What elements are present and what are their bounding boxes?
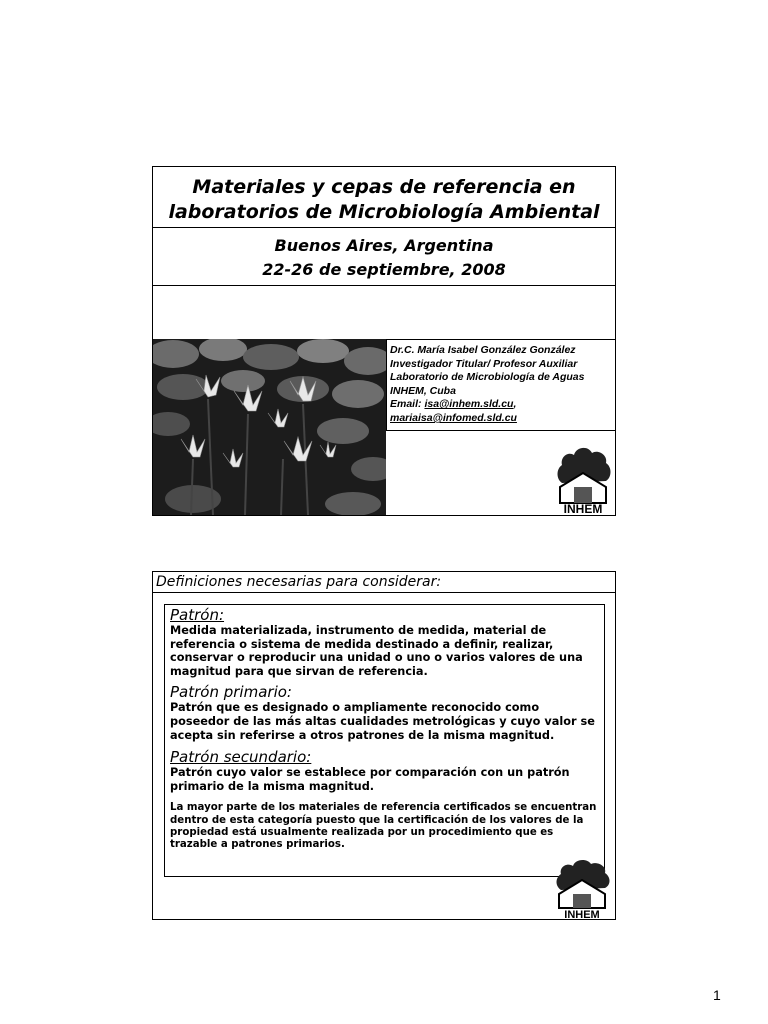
certified-materials-note: La mayor parte de los materiales de referencia certificados se encuentran dentro de esta categoría puesto que la certificación de los valores de la propiedad está usualmente realizada por un procedimiento que es trazable a patrones primarios.	[170, 802, 597, 850]
term-patron: Patrón:	[170, 606, 225, 624]
title-line-1: Materiales y cepas de referencia en	[192, 176, 576, 198]
email-link-1[interactable]: isa@inhem.sld.cu	[424, 398, 514, 411]
author-info	[386, 339, 615, 431]
definition-patron-secundario: Patrón cuyo valor se establece por comparación con un patrón primario de la misma magnitud.	[170, 766, 570, 793]
inhem-logo-small-icon	[551, 858, 614, 920]
email-separator: ,	[513, 398, 517, 411]
author-name: Dr.C. María Isabel González González	[390, 344, 576, 356]
author-position: Investigador Titular/ Profesor Auxiliar	[390, 357, 578, 370]
email-line	[390, 398, 615, 412]
author-institution: INHEM, Cuba	[390, 384, 456, 397]
term-patron-primario: Patrón primario:	[170, 683, 292, 702]
presentation-title	[153, 167, 615, 228]
slide-title	[152, 166, 616, 516]
inhem-logo-small-text: INHEM	[564, 909, 600, 920]
term-patron-secundario: Patrón secundario:	[170, 748, 312, 767]
definitions-box	[164, 604, 605, 877]
event-location: Buenos Aires, Argentina	[274, 236, 494, 255]
inhem-logo	[552, 443, 615, 515]
title-line-2: laboratorios de Microbiología Ambiental	[168, 201, 600, 223]
email-line-2	[390, 412, 615, 426]
inhem-logo-small	[551, 858, 614, 920]
event-info	[153, 228, 615, 286]
slide-definitions	[152, 571, 616, 920]
page-number: 1	[713, 987, 721, 1003]
author-lab: Laboratorio de Microbiología de Aguas	[390, 371, 585, 384]
definition-patron: Medida materializada, instrumento de medida, material de referencia o sistema de medida destinado a definir, realizar, conservar o reproducir una unidad o uno o varios valores de una magnitud para que sirvan de referencia.	[170, 624, 583, 678]
definition-patron-primario: Patrón que es designado o ampliamente reconocido como poseedor de las más altas cualidades metrológicas y cuyo valor se acepta sin referirse a otros patrones de la misma magnitud.	[170, 701, 595, 742]
event-dates: 22-26 de septiembre, 2008	[262, 260, 506, 279]
water-lily-photo	[153, 339, 386, 515]
definitions-header: Definiciones necesarias para considerar:	[153, 572, 615, 593]
email-label: Email:	[390, 398, 425, 411]
inhem-logo-text: INHEM	[563, 502, 603, 515]
email-link-2[interactable]: mariaisa@infomed.sld.cu	[390, 411, 517, 424]
inhem-logo-icon	[552, 443, 615, 515]
water-lily-image	[153, 339, 386, 515]
